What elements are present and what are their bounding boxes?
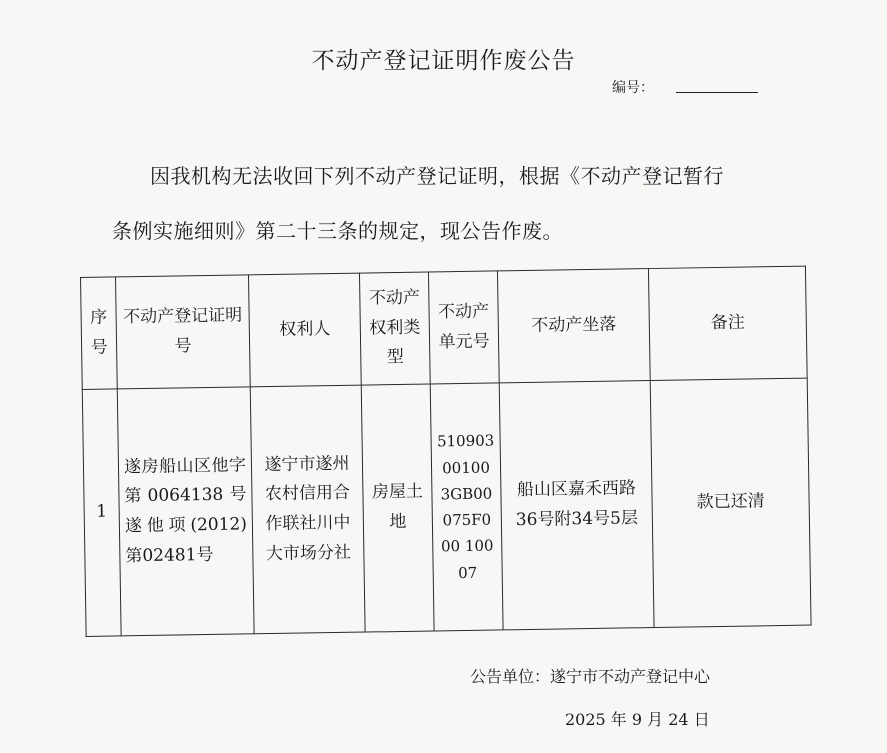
cell-remark: 款已还清	[650, 378, 811, 627]
header-unit-no: 不动产单元号	[428, 271, 499, 384]
cell-right-type: 房屋土地	[361, 384, 434, 632]
doc-number-blank	[676, 92, 758, 93]
doc-number-label: 编号：	[612, 80, 654, 96]
issuer-line: 公告单位：遂宁市不动产登记中心	[470, 667, 711, 686]
cell-seq: 1	[82, 389, 121, 637]
certificate-table	[80, 266, 812, 637]
header-cert-no: 不动产登记证明号	[116, 275, 251, 389]
table-header	[81, 266, 808, 389]
table-row	[82, 378, 811, 636]
cell-owner: 遂宁市遂州农村信用合作联社川中大市场分社	[250, 385, 365, 634]
cell-cert-no: 遂房船山区他字第0064138号遂他项(2012)第02481号	[117, 387, 254, 636]
header-row	[81, 266, 808, 389]
body-paragraph-1: 因我机构无法收回下列不动产登记证明，根据《不动产登记暂行	[150, 164, 724, 188]
header-remark: 备注	[648, 266, 807, 380]
header-owner: 权利人	[248, 273, 361, 387]
cell-location: 船山区嘉禾西路36号附34号5层	[499, 381, 654, 630]
body-paragraph-2: 条例实施细则》第二十三条的规定，现公告作废。	[112, 219, 563, 243]
cell-unit-no: 51090300100 3GB00075F000 10007	[430, 383, 503, 631]
header-seq: 序号	[81, 277, 118, 390]
header-location: 不动产坐落	[497, 269, 650, 383]
notice-title: 不动产登记证明作废公告	[311, 48, 576, 74]
header-right-type: 不动产权利类型	[359, 272, 430, 385]
issue-date: 2025 年 9 月 24 日	[565, 710, 710, 729]
